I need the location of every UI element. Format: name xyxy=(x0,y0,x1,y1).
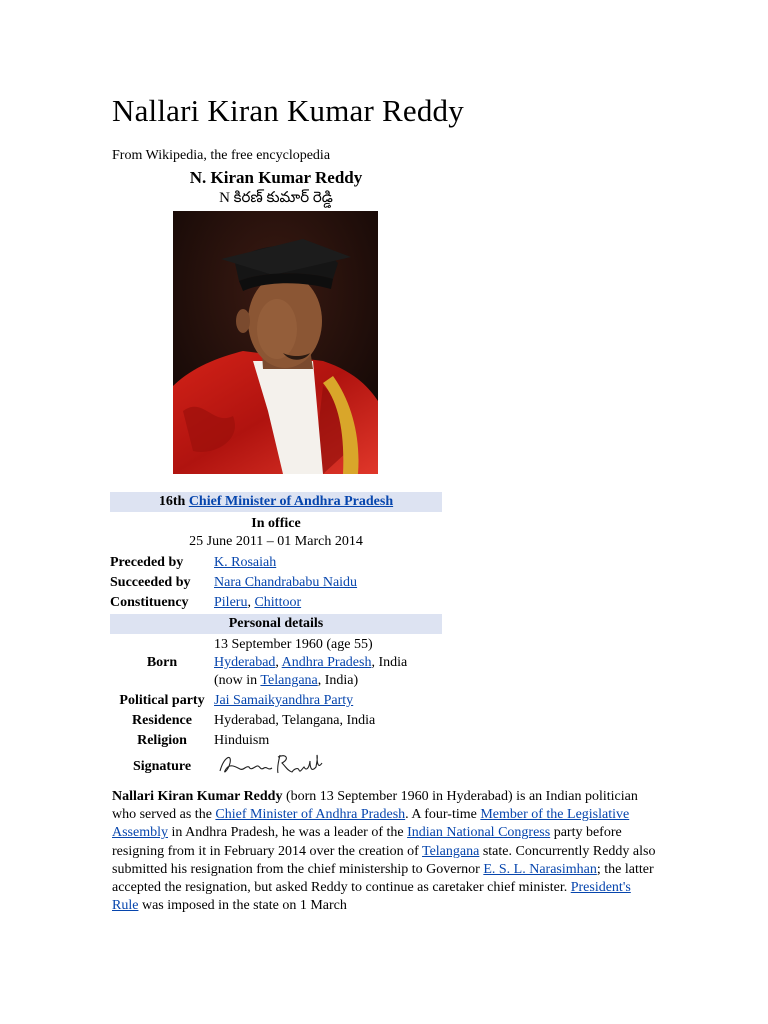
link-party[interactable]: Jai Samaikyandhra Party xyxy=(214,693,354,708)
born-place: Hyderabad, Andhra Pradesh, India xyxy=(214,655,408,670)
label-political-party: Political party xyxy=(119,693,205,708)
signature-image xyxy=(214,749,326,779)
row-religion xyxy=(110,731,442,751)
label-signature: Signature xyxy=(132,759,192,774)
label-constituency: Constituency xyxy=(110,595,189,610)
infobox-name: N. Kiran Kumar Reddy xyxy=(189,168,363,187)
row-preceded-by xyxy=(110,553,442,573)
link-successor[interactable]: Nara Chandrababu Naidu xyxy=(214,575,358,590)
office-term: 25 June 2011 – 01 March 2014 xyxy=(189,534,363,549)
intro-paragraph: Nallari Kiran Kumar Reddy (born 13 September 1960 in Hyderabad) is an Indian politician who served as the Chief Minister of Andhra Pradesh. A four-time Member of the Legislative Assembly in Andhra Pradesh, he was a leader of the Indian National Congress party before resigning from it in February 2014 over the creation of Telangana state. Concurrently Reddy also submitted his resignation from the chief ministership to Governor E. S. L. Narasimhan; the latter accepted the resignation, but asked Reddy to continue as caretaker chief minister. President's Rule was imposed in the state on 1 March xyxy=(112,789,656,914)
tagline: From Wikipedia, the free encyclopedia xyxy=(112,148,331,163)
link-predecessor[interactable]: K. Rosaiah xyxy=(214,555,277,570)
portrait-photo-image xyxy=(173,211,378,474)
personal-details-header: Personal details xyxy=(110,614,442,634)
row-succeeded-by xyxy=(110,573,442,593)
link-chittoor[interactable]: Chittoor xyxy=(254,595,302,610)
intro-link-chief-minister[interactable]: Chief Minister of Andhra Pradesh xyxy=(215,807,406,823)
label-residence: Residence xyxy=(132,713,192,728)
in-office-label: In office xyxy=(251,516,301,531)
born-now-in: (now in Telangana, India) xyxy=(214,673,359,688)
row-political-party xyxy=(110,691,442,711)
office-header xyxy=(110,492,442,512)
intro-link-telangana[interactable]: Telangana xyxy=(422,843,480,859)
row-signature xyxy=(110,751,442,783)
intro-link-mla[interactable]: Member of the Legislative Assembly xyxy=(112,807,630,841)
page-title: Nallari Kiran Kumar Reddy xyxy=(112,93,464,128)
infobox xyxy=(110,492,442,783)
link-hyderabad[interactable]: Hyderabad xyxy=(214,655,276,670)
label-religion: Religion xyxy=(137,733,187,748)
office-ordinal: 16th xyxy=(158,494,186,509)
row-residence xyxy=(110,711,442,731)
intro-bold-name: Nallari Kiran Kumar Reddy xyxy=(112,789,283,804)
label-born: Born xyxy=(146,655,178,670)
row-constituency: Constituency Pileru, Chittoor xyxy=(110,595,302,610)
link-telangana[interactable]: Telangana xyxy=(260,673,318,688)
label-preceded-by: Preceded by xyxy=(110,555,184,570)
link-andhra-pradesh[interactable]: Andhra Pradesh xyxy=(281,655,372,670)
intro-link-inc[interactable]: Indian National Congress xyxy=(407,825,551,841)
born-date: 13 September 1960 (age 55) xyxy=(214,637,373,652)
row-born xyxy=(110,635,442,691)
link-pileru[interactable]: Pileru xyxy=(214,595,248,610)
portrait-photo[interactable] xyxy=(173,211,378,474)
label-succeeded-by: Succeeded by xyxy=(110,575,191,590)
office-link[interactable]: Chief Minister of Andhra Pradesh xyxy=(188,494,394,509)
value-residence: Hyderabad, Telangana, India xyxy=(214,713,376,728)
value-religion: Hinduism xyxy=(214,733,270,748)
infobox-native-name: N కిరణ్ కుమార్ రెడ్డి xyxy=(219,190,333,206)
intro-link-presidents-rule[interactable]: President's Rule xyxy=(112,880,631,914)
intro-link-narasimhan[interactable]: E. S. L. Narasimhan xyxy=(483,861,597,877)
